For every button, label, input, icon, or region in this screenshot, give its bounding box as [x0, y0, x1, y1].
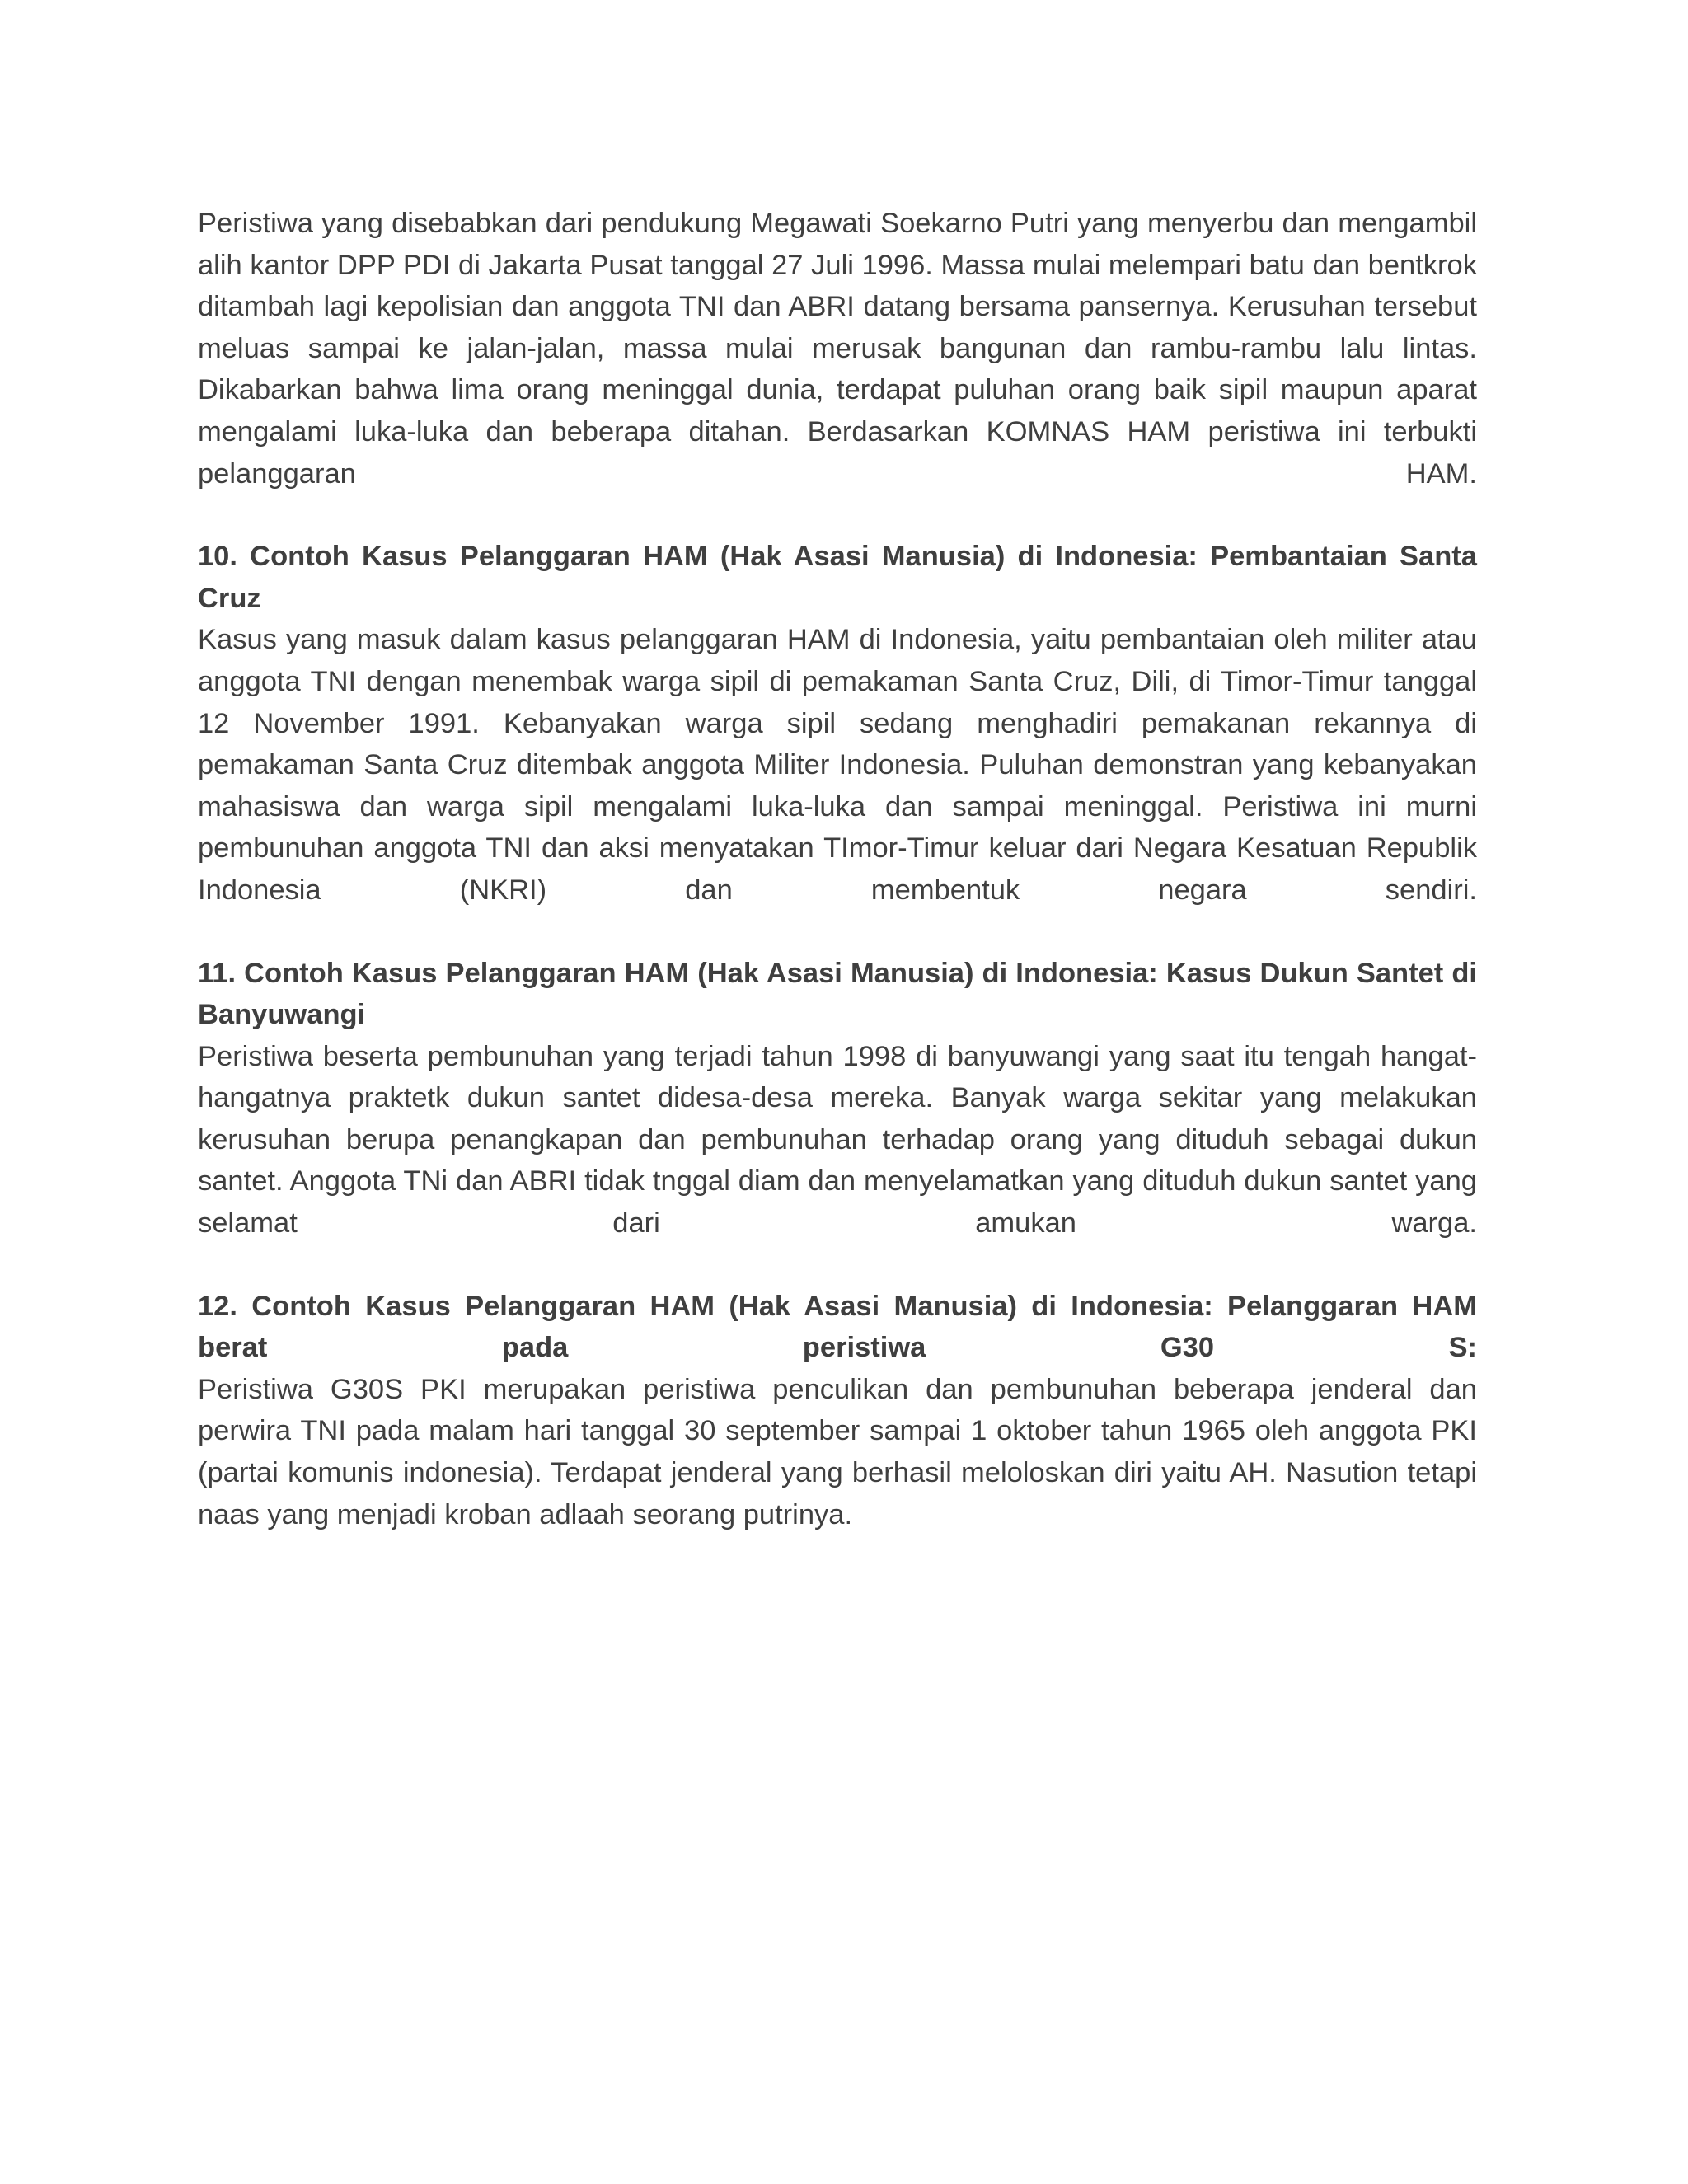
- intro-paragraph: Peristiwa yang disebabkan dari pendukung Megawati Soekarno Putri yang menyerbu dan mengambil alih kantor DPP PDI di Jakarta Pusat tanggal 27 Juli 1996. Massa mulai melempari batu dan bentkrok ditambah lagi kepolisian dan anggota TNI dan ABRI datang bersama pansernya. Kerusuhan tersebut meluas sampai ke jalan-jalan, massa mulai merusak bangunan dan rambu-rambu lalu lintas. Dikabarkan bahwa lima orang meninggal dunia, terdapat puluhan orang baik sipil maupun aparat mengalami luka-luka dan beberapa ditahan. Berdasarkan KOMNAS HAM peristiwa ini terbukti pelanggaran HAM.: [198, 208, 1477, 490]
- section-heading-12: 12. Contoh Kasus Pelanggaran HAM (Hak Asasi Manusia) di Indonesia: Pelanggaran HAM berat pada peristiwa G30 S:: [198, 1290, 1477, 1364]
- section-spacer: [198, 1244, 1477, 1286]
- document-body: [198, 203, 1477, 1535]
- section-body-12: Peristiwa G30S PKI merupakan peristiwa penculikan dan pembunuhan beberapa jenderal dan perwira TNI pada malam hari tanggal 30 september sampai 1 oktober tahun 1965 oleh anggota PKI (partai komunis indonesia). Terdapat jenderal yang berhasil meloloskan diri yaitu AH. Nasution tetapi naas yang menjadi kroban adlaah seorang putrinya.: [198, 1373, 1477, 1530]
- section-heading-11: 11. Contoh Kasus Pelanggaran HAM (Hak Asasi Manusia) di Indonesia: Kasus Dukun Santet di Banyuwangi: [198, 957, 1477, 1031]
- section-spacer: [198, 494, 1477, 536]
- section-spacer: [198, 912, 1477, 953]
- section-body-11: Peristiwa beserta pembunuhan yang terjadi tahun 1998 di banyuwangi yang saat itu tengah hangat-hangatnya praktetk dukun santet didesa-desa mereka. Banyak warga sekitar yang melakukan kerusuhan berupa penangkapan dan pembunuhan terhadap orang yang dituduh sebagai dukun santet. Anggota TNi dan ABRI tidak tnggal diam dan menyelamatkan yang dituduh dukun santet yang selamat dari amukan warga.: [198, 1040, 1477, 1240]
- section-body-10: Kasus yang masuk dalam kasus pelanggaran HAM di Indonesia, yaitu pembantaian oleh militer atau anggota TNI dengan menembak warga sipil di pemakaman Santa Cruz, Dili, di Timor-Timur tanggal 12 November 1991. Kebanyakan warga sipil sedang menghadiri pemakanan rekannya di pemakaman Santa Cruz ditembak anggota Militer Indonesia. Puluhan demonstran yang kebanyakan mahasiswa dan warga sipil mengalami luka-luka dan sampai meninggal. Peristiwa ini murni pembunuhan anggota TNI dan aksi menyatakan TImor-Timur keluar dari Negara Kesatuan Republik Indonesia (NKRI) dan membentuk negara sendiri.: [198, 624, 1477, 906]
- section-heading-10: 10. Contoh Kasus Pelanggaran HAM (Hak Asasi Manusia) di Indonesia: Pembantaian Santa Cruz: [198, 541, 1477, 614]
